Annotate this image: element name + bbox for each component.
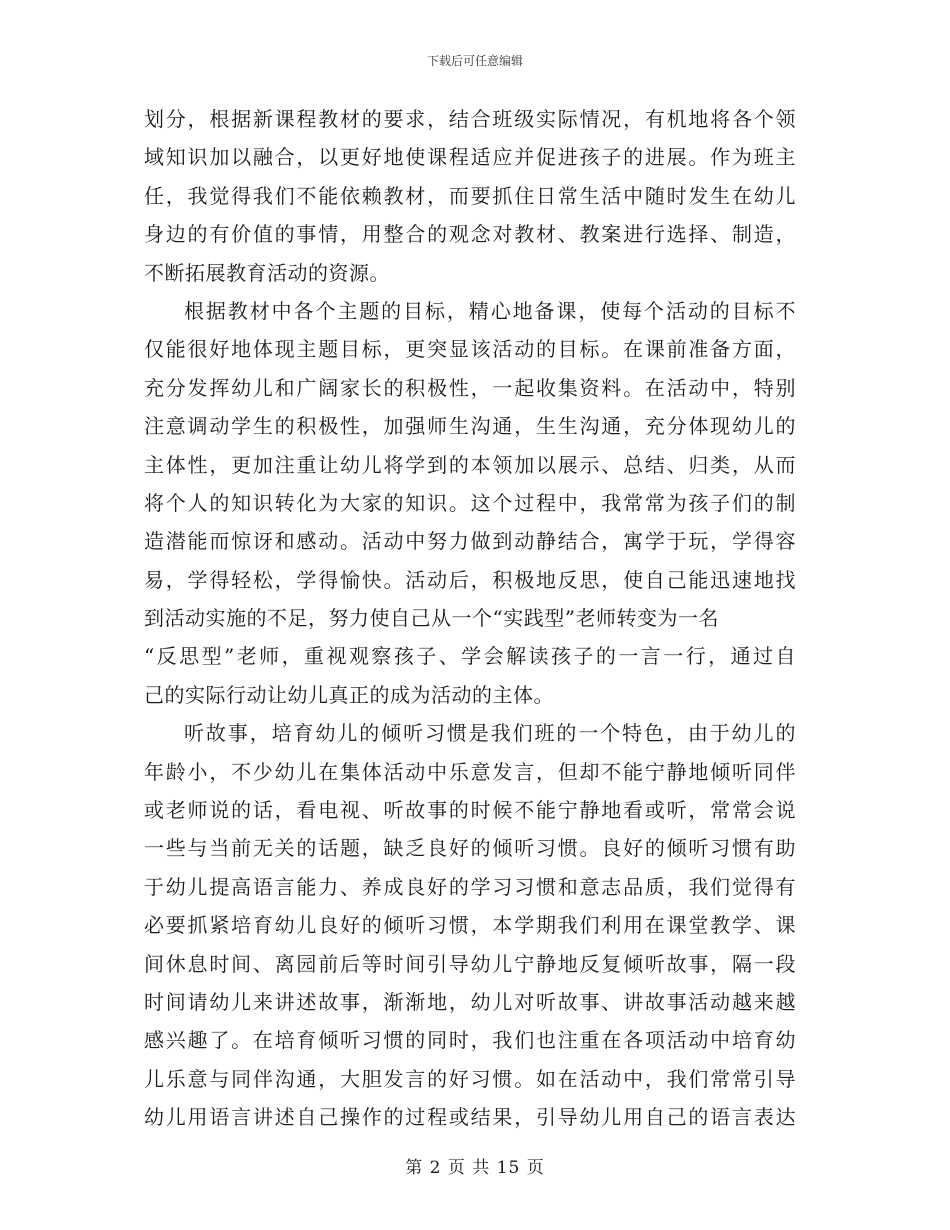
text-line: 主体性，更加注重让幼儿将学到的本领加以展示、总结、归类，从而 bbox=[144, 452, 796, 477]
text-line: 间休息时间、离园前后等时间引导幼儿宁静地反复倾听故事，隔一段 bbox=[144, 951, 796, 976]
text-line: 感兴趣了。在培育倾听习惯的同时，我们也注重在各项活动中培育幼 bbox=[144, 1028, 796, 1053]
text-line: 己的实际行动让幼儿真正的成为活动的主体。 bbox=[144, 682, 554, 707]
paragraph-3 bbox=[144, 714, 796, 1136]
paragraph-2 bbox=[144, 292, 796, 714]
page-footer: 第 2 页 共 15 页 bbox=[405, 1158, 545, 1178]
text-line: 根据教材中各个主题的目标，精心地备课，使每个活动的目标不 bbox=[184, 298, 796, 323]
text-line: 到活动实施的不足，努力使自己从一个“实践型”老师转变为一名 bbox=[144, 606, 719, 631]
text-line: 一些与当前无关的话题，缺乏良好的倾听习惯。良好的倾听习惯有助 bbox=[144, 836, 796, 861]
text-line: 造潜能而惊讶和感动。活动中努力做到动静结合，寓学于玩，学得容 bbox=[144, 529, 796, 554]
text-line: 不断拓展教育活动的资源。 bbox=[144, 260, 390, 285]
text-line: 域知识加以融合，以更好地使课程适应并促进孩子的进展。作为班主 bbox=[144, 145, 796, 170]
text-line: 仅能很好地体现主题目标，更突显该活动的目标。在课前准备方面， bbox=[144, 337, 796, 362]
text-line: 充分发挥幼儿和广阔家长的积极性，一起收集资料。在活动中，特别 bbox=[144, 375, 796, 400]
text-line: 于幼儿提高语言能力、养成良好的学习习惯和意志品质，我们觉得有 bbox=[144, 874, 796, 899]
document-body bbox=[144, 100, 796, 1137]
text-line: 易，学得轻松，学得愉快。活动后，积极地反思，使自己能迅速地找 bbox=[144, 567, 796, 592]
paragraph-1 bbox=[144, 100, 796, 292]
text-line: 将个人的知识转化为大家的知识。这个过程中，我常常为孩子们的制 bbox=[144, 490, 796, 515]
text-line: 划分，根据新课程教材的要求，结合班级实际情况，有机地将各个领 bbox=[144, 107, 796, 131]
text-line: 注意调动学生的积极性，加强师生沟通，生生沟通，充分体现幼儿的 bbox=[144, 414, 796, 439]
text-line: 时间请幼儿来讲述故事，渐渐地，幼儿对听故事、讲故事活动越来越 bbox=[144, 989, 796, 1014]
text-line: 身边的有价值的事情，用整合的观念对教材、教案进行选择、制造， bbox=[144, 222, 796, 247]
text-line: 任，我觉得我们不能依赖教材，而要抓住日常生活中随时发生在幼儿 bbox=[144, 183, 796, 208]
text-line: 必要抓紧培育幼儿良好的倾听习惯，本学期我们利用在课堂教学、课 bbox=[144, 913, 796, 938]
text-line: 听故事，培育幼儿的倾听习惯是我们班的一个特色，由于幼儿的 bbox=[184, 721, 796, 746]
text-line: 幼儿用语言讲述自己操作的过程或结果，引导幼儿用自己的语言表达 bbox=[144, 1105, 796, 1130]
text-line: 年龄小，不少幼儿在集体活动中乐意发言，但却不能宁静地倾听同伴 bbox=[144, 759, 796, 784]
page-header: 下载后可任意编辑 bbox=[426, 54, 523, 68]
text-line: “反思型”老师，重视观察孩子、学会解读孩子的一言一行，通过自 bbox=[144, 644, 796, 669]
text-line: 或老师说的话，看电视、听故事的时候不能宁静地看或听，常常会说 bbox=[144, 798, 796, 823]
text-line: 儿乐意与同伴沟通，大胆发言的好习惯。如在活动中，我们常常引导 bbox=[144, 1066, 796, 1091]
